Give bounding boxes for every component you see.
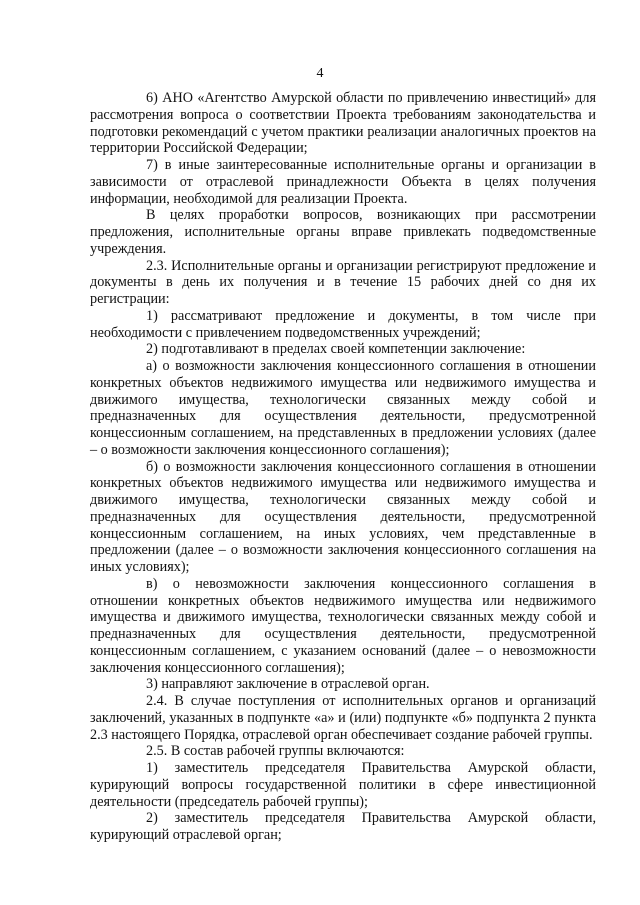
paragraph-item-6: 6) АНО «Агентство Амурской области по привлечению инвестиций» для рассмотрения вопроса о соответствии Проекта требованиям законодательства и подготовки рекомендаций с учетом практики реализации аналогичных проектов на территории Российской Федерации; [90,90,596,157]
paragraph-subitem-a: а) о возможности заключения концессионного соглашения в отношении конкретных объектов недвижимого имущества или недвижимого имущества и движимого имущества, технологически связанных между собой и предназначенных для осуществления деятельности, предусмотренной концессионным соглашением, на представленных в предложении условиях (далее – о возможности заключения концессионного соглашения); [90,358,596,458]
document-body [90,90,596,844]
paragraph-2-5-item-1: 1) заместитель председателя Правительства Амурской области, курирующий вопросы государственной политики в сфере инвестиционной деятельности (председатель рабочей группы); [90,760,596,810]
paragraph-subordinate-institutions: В целях проработки вопросов, возникающих при рассмотрении предложения, исполнительные органы вправе привлекать подведомственные учреждения. [90,207,596,257]
paragraph-2-3: 2.3. Исполнительные органы и организации регистрируют предложение и документы в день их получения и в течение 15 рабочих дней со дня их регистрации: [90,257,596,307]
paragraph-2-5: 2.5. В состав рабочей группы включаются: [146,743,405,760]
paragraph-subitem-b: б) о возможности заключения концессионного соглашения в отношении конкретных объектов недвижимого имущества или недвижимого имущества и движимого имущества, технологически связанных между собой и предназначенных для осуществления деятельности, предусмотренной концессионным соглашением, на иных условиях, чем представленные в предложении (далее – о возможности заключения концессионного соглашения на иных условиях); [90,458,596,575]
paragraph-2-3-item-1: 1) рассматривают предложение и документы, в том числе при необходимости с привлечением подведомственных учреждений; [90,307,596,341]
paragraph-item-7: 7) в иные заинтересованные исполнительные органы и организации в зависимости от отраслевой принадлежности Объекта в целях получения информации, необходимой для реализации Проекта. [90,157,596,207]
paragraph-2-3-item-2: 2) подготавливают в пределах своей компетенции заключение: [146,341,526,358]
paragraph-2-3-item-3: 3) направляют заключение в отраслевой орган. [146,676,430,693]
paragraph-2-4: 2.4. В случае поступления от исполнительных органов и организаций заключений, указанных в подпункте «а» и (или) подпункте «б» подпункта 2 пункта 2.3 настоящего Порядка, отраслевой орган обеспечивает создание рабочей группы. [90,693,596,743]
page-number: 4 [316,66,324,81]
paragraph-2-5-item-2: 2) заместитель председателя Правительства Амурской области, курирующий отраслевой орган; [90,810,596,843]
paragraph-subitem-v: в) о невозможности заключения концессионного соглашения в отношении конкретных объектов недвижимого имущества или недвижимого имущества и движимого имущества, технологически связанных между собой и предназначенных для осуществления деятельности, предусмотренной концессионным соглашением, с указанием оснований (далее – о невозможности заключения концессионного соглашения); [90,575,596,676]
